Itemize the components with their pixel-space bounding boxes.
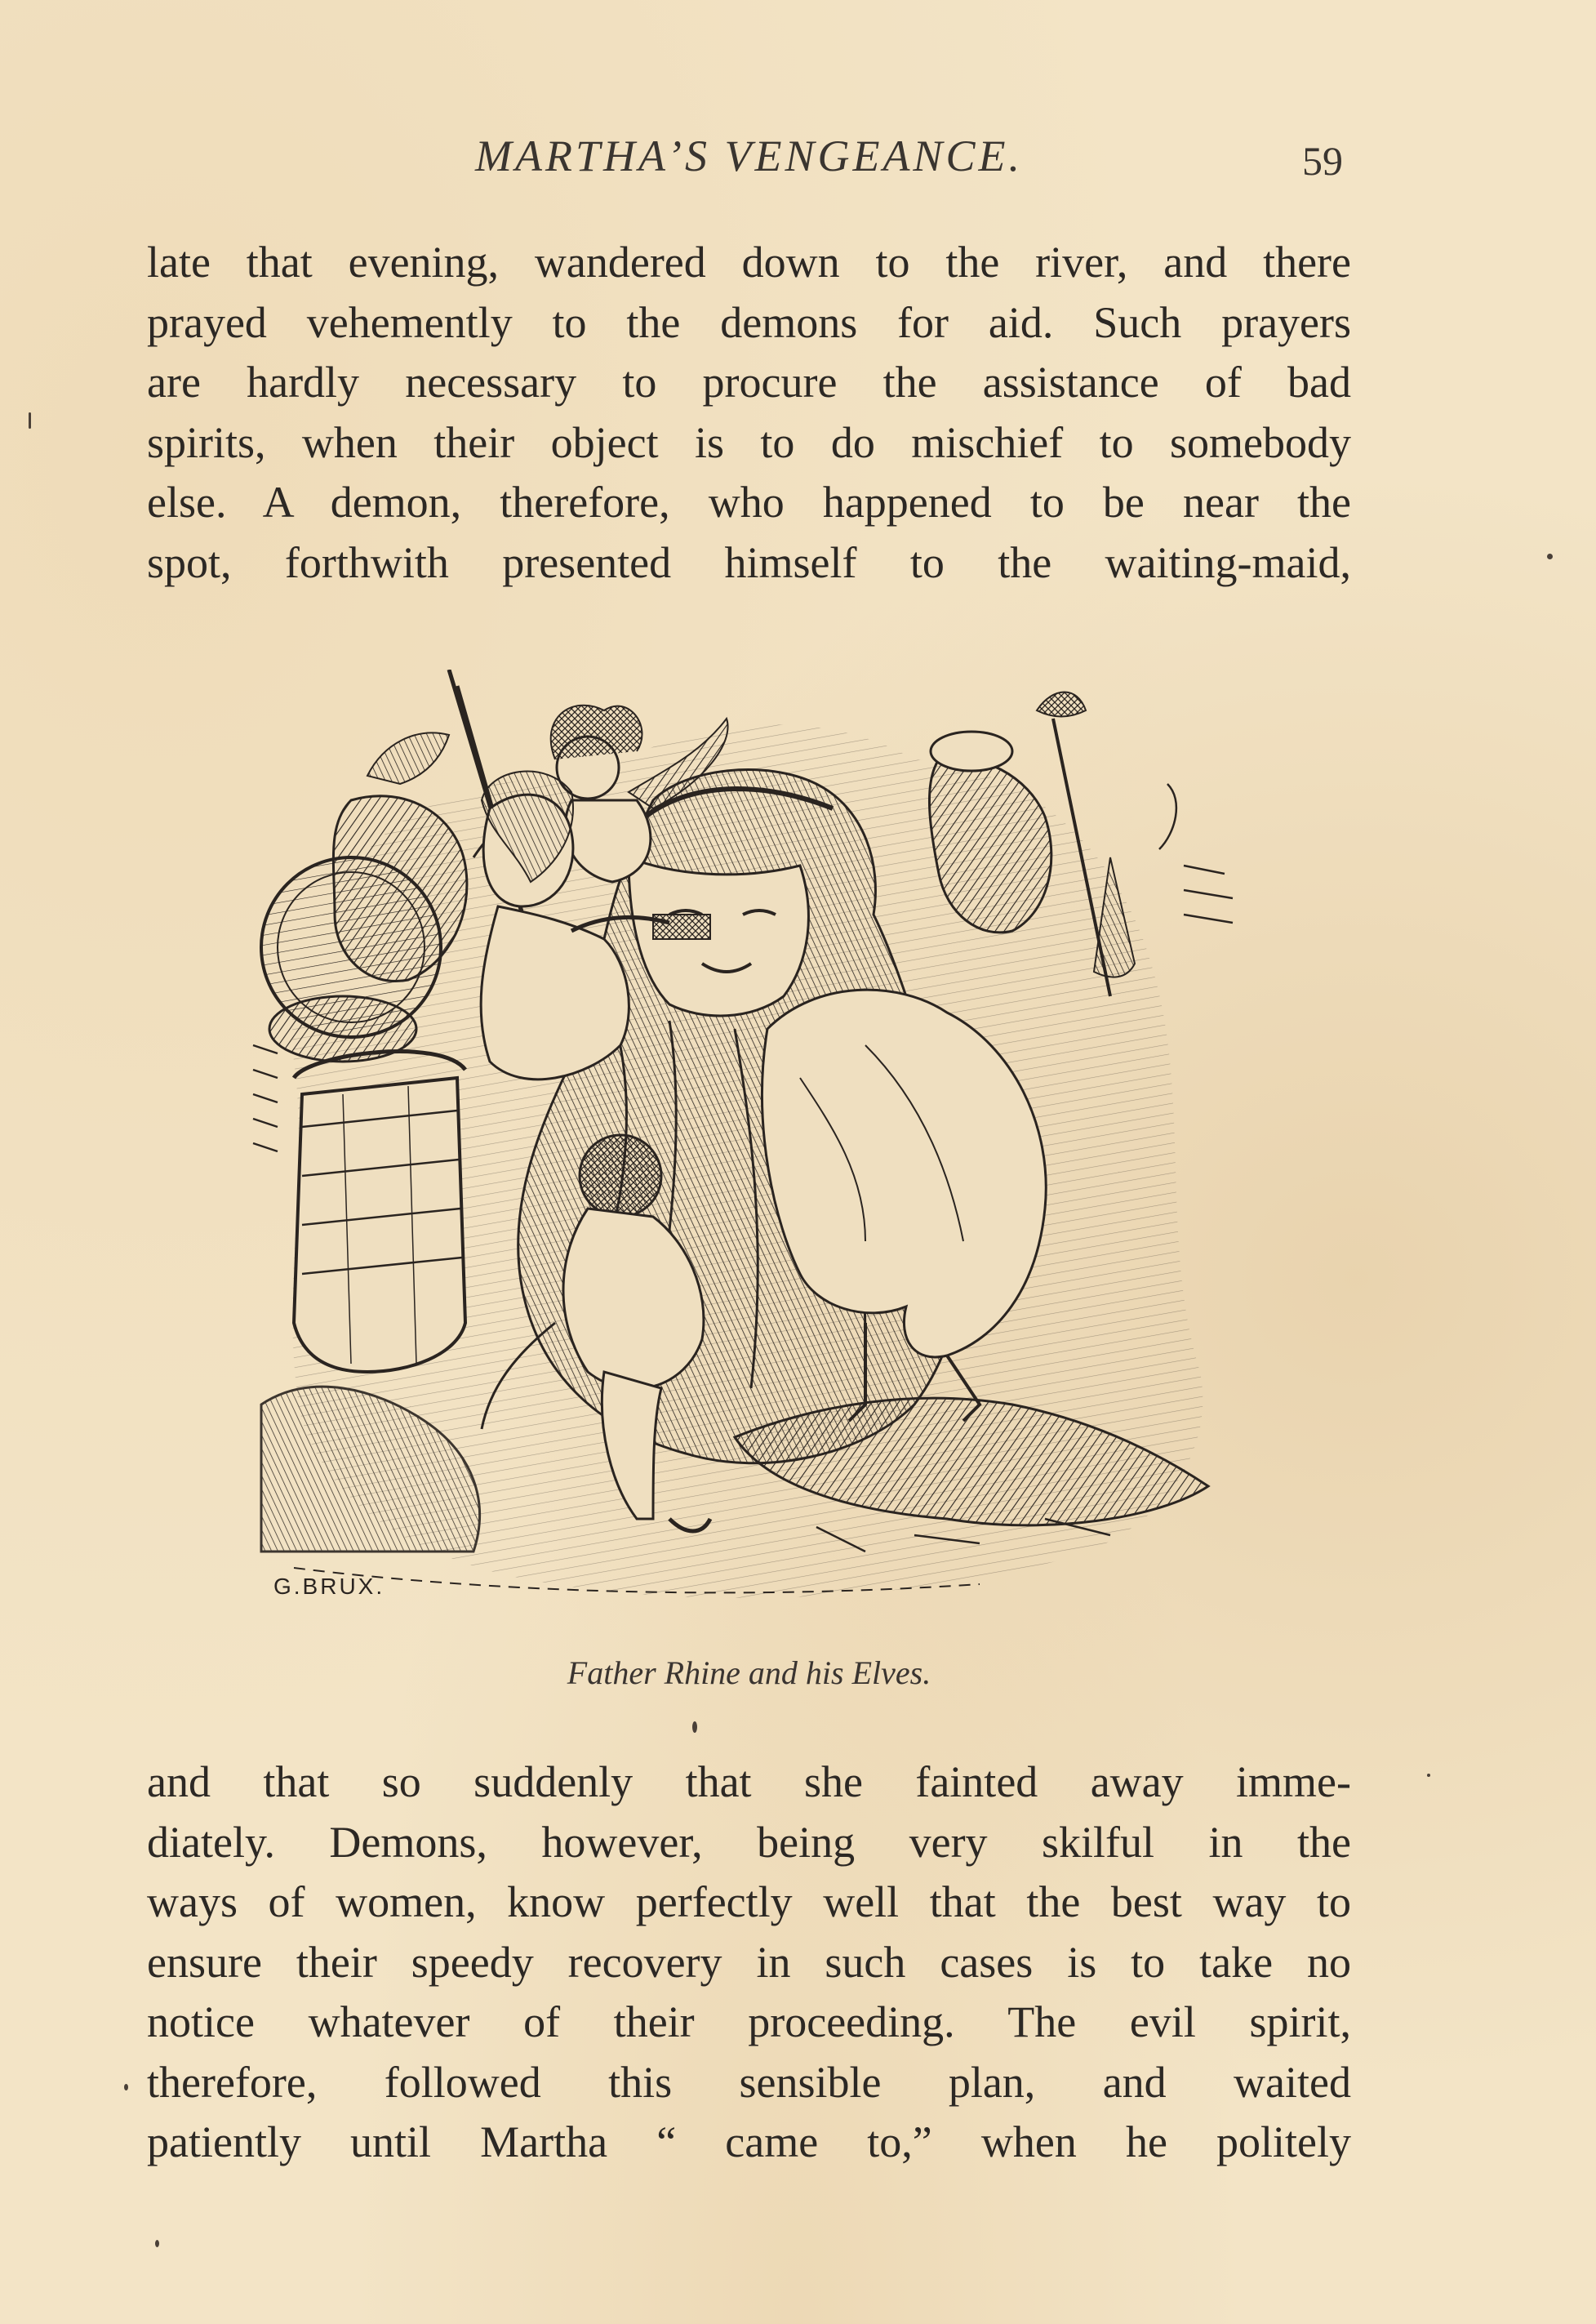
text-line: therefore, followed this sensible plan, and waited xyxy=(147,2057,1351,2107)
paper-speck xyxy=(1547,554,1553,559)
text-line: patiently until Martha “ came to,” when he politely xyxy=(147,2117,1351,2166)
paper-speck xyxy=(29,412,31,429)
paper-speck xyxy=(1427,1774,1430,1777)
text-line: spirits, when their object is to do mischief to somebody xyxy=(147,417,1351,467)
text-line: spot, forthwith presented himself to the waiting-maid, xyxy=(147,537,1351,587)
text-line: ensure their speedy recovery in such cases is to take no xyxy=(147,1937,1351,1987)
figure-caption: Father Rhine and his Elves. xyxy=(567,1654,931,1691)
paper-speck xyxy=(124,2084,128,2090)
text-line: ways of women, know perfectly well that the best way to xyxy=(147,1877,1351,1926)
running-title: MARTHA’S VENGEANCE. xyxy=(475,131,1023,180)
illustration-father-rhine xyxy=(245,670,1257,1633)
paragraph-top xyxy=(147,233,1351,593)
text-line: notice whatever of their proceeding. The evil spirit, xyxy=(147,1997,1351,2046)
text-line: else. A demon, therefore, who happened to be near the xyxy=(147,478,1351,527)
text-line: late that evening, wandered down to the river, and there xyxy=(147,238,1351,287)
text-line: and that so suddenly that she fainted away imme- xyxy=(147,1757,1351,1806)
artist-signature: G.BRUX. xyxy=(273,1574,385,1599)
running-head xyxy=(147,131,1351,196)
engraving-image xyxy=(245,670,1257,1633)
paper-speck xyxy=(692,1721,697,1733)
paper-speck xyxy=(155,2240,159,2247)
paragraph-bottom xyxy=(147,1752,1351,2173)
text-line: prayed vehemently to the demons for aid. Such prayers xyxy=(147,297,1351,347)
text-line: are hardly necessary to procure the assistance of bad xyxy=(147,358,1351,407)
text-line: diately. Demons, however, being very skilful in the xyxy=(147,1817,1351,1867)
page-number: 59 xyxy=(1302,138,1343,184)
